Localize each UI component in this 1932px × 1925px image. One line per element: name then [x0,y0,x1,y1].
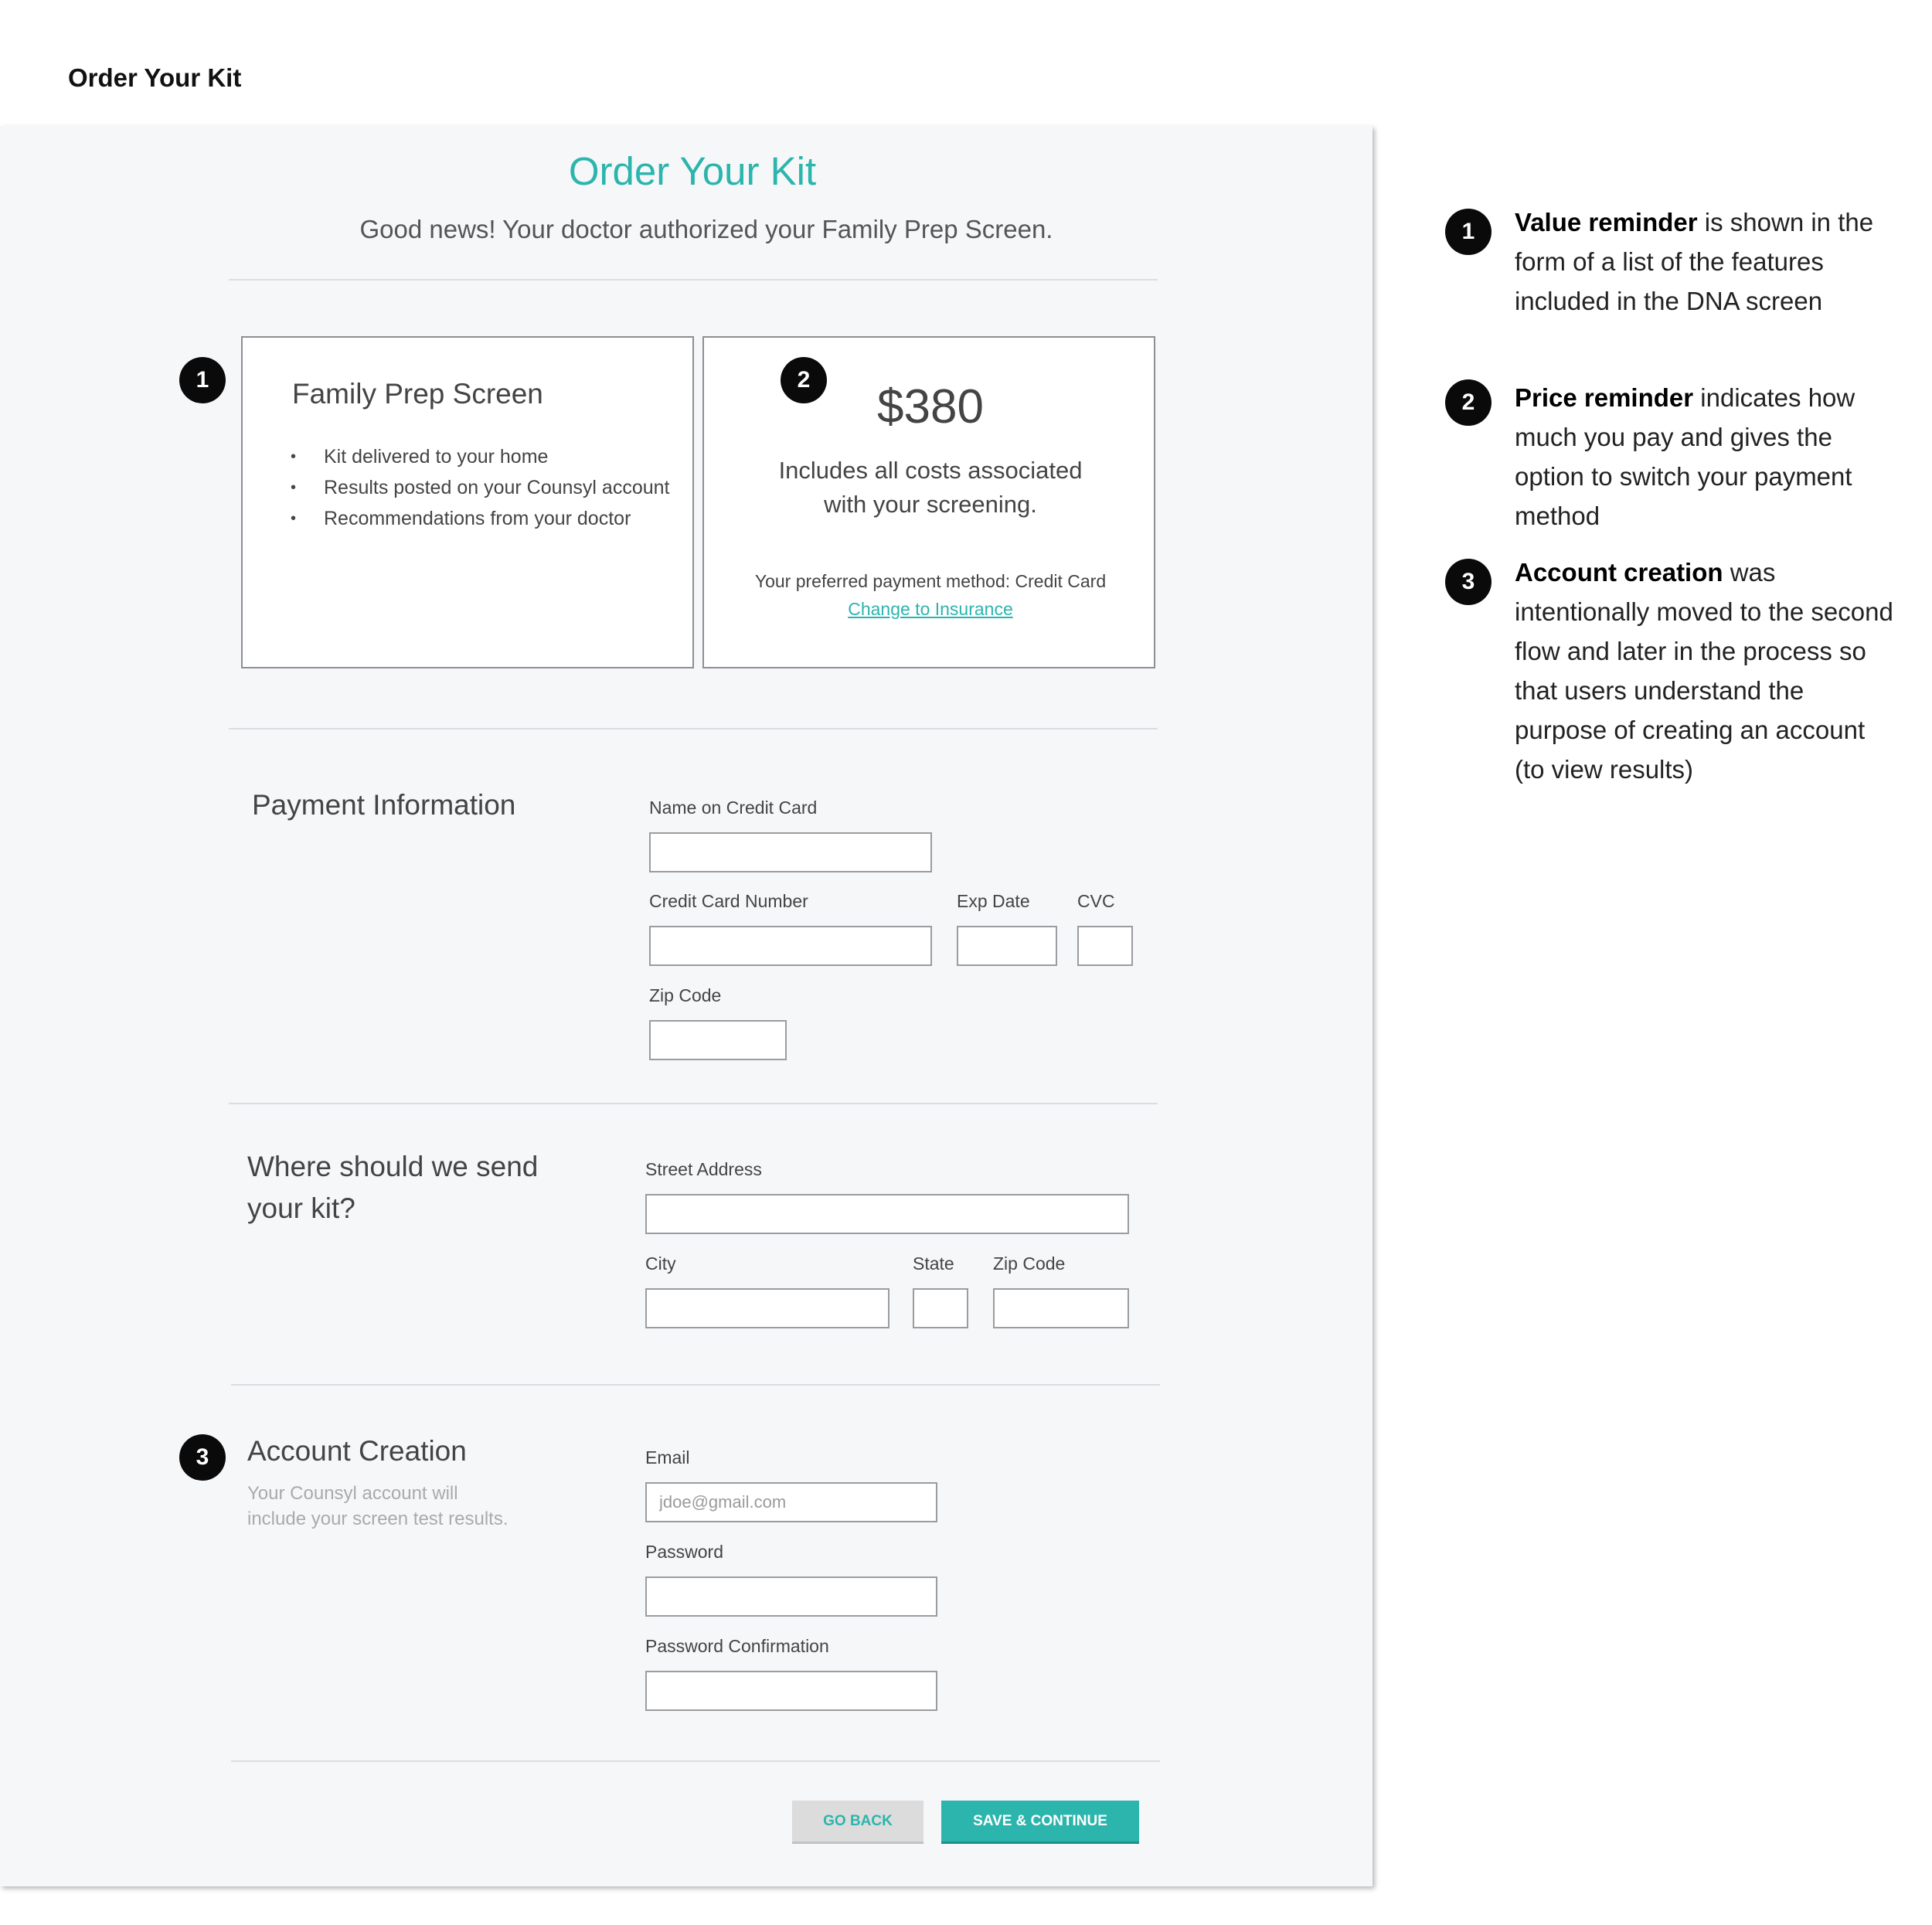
price-note-line: Includes all costs associated [778,457,1083,484]
email-label: Email [645,1447,690,1468]
feature-item: • Kit delivered to your home [291,441,669,472]
price-note-line: with your screening. [824,491,1037,518]
change-to-insurance-link[interactable]: Change to Insurance [848,599,1013,619]
divider [229,728,1158,730]
note-marker-1: 1 [1445,209,1492,255]
divider [229,1103,1158,1104]
price: $380 [877,380,984,434]
city-input[interactable] [645,1288,889,1328]
password-input[interactable] [645,1576,937,1617]
price-note [704,454,1157,522]
product-card [241,336,694,668]
note-account-creation [1515,553,1901,789]
city-label: City [645,1253,676,1274]
street-address-input[interactable] [645,1194,1129,1234]
password-confirmation-label: Password Confirmation [645,1636,829,1656]
name-on-card-input[interactable] [649,832,932,872]
state-label: State [913,1253,954,1274]
street-address-label: Street Address [645,1159,762,1179]
exp-date-label: Exp Date [957,891,1030,911]
billing-zip-label: Zip Code [649,985,722,1005]
note-value-reminder [1515,202,1901,321]
note-text: indicates how much you pay and gives the option to switch your payment method [1515,383,1855,530]
account-subtitle-line: Your Counsyl account will [247,1483,458,1504]
go-back-button[interactable]: GO BACK [792,1801,923,1844]
form-title: Order Your Kit [568,149,817,193]
password-label: Password [645,1542,723,1562]
divider [231,1760,1160,1762]
shipping-zip-input[interactable] [993,1288,1129,1328]
note-bold: Account creation [1515,558,1723,587]
name-on-card-label: Name on Credit Card [649,798,818,818]
shipping-title-line: your kit? [247,1192,355,1224]
divider [231,1384,1160,1386]
note-bold: Price reminder [1515,383,1694,412]
note-marker-2: 2 [1445,379,1492,426]
billing-zip-input[interactable] [649,1020,787,1060]
note-bold: Value reminder [1515,208,1698,236]
shipping-section-title [247,1146,538,1229]
card-number-label: Credit Card Number [649,891,808,911]
feature-list [291,441,669,534]
form-subtitle: Good news! Your doctor authorized your Family Prep Screen. [359,215,1053,243]
price-card [702,336,1155,668]
card-number-input[interactable] [649,926,932,966]
annotation-marker-2: 2 [781,357,827,403]
state-input[interactable] [913,1288,968,1328]
payment-section-title: Payment Information [252,789,516,821]
exp-date-input[interactable] [957,926,1057,966]
product-title: Family Prep Screen [292,378,543,410]
cvc-input[interactable] [1077,926,1133,966]
note-price-reminder [1515,378,1901,536]
annotation-marker-1: 1 [179,357,226,403]
note-text: was intentionally moved to the second flow and later in the process so that users understand the purpose of creating an account (to view results) [1515,558,1893,784]
divider [229,279,1158,281]
password-confirmation-input[interactable] [645,1671,937,1711]
feature-item: • Recommendations from your doctor [291,503,669,534]
cvc-label: CVC [1077,891,1115,911]
shipping-title-line: Where should we send [247,1151,539,1182]
shipping-zip-label: Zip Code [993,1253,1066,1274]
account-section-title: Account Creation [247,1435,467,1467]
page-heading: Order Your Kit [68,63,242,92]
payment-method-text: Your preferred payment method: Credit Card [754,571,1107,591]
feature-item: • Results posted on your Counsyl account [291,472,669,503]
annotation-marker-3: 3 [179,1434,226,1481]
note-text: is shown in the form of a list of the features included in the DNA screen [1515,208,1874,315]
note-marker-3: 3 [1445,559,1492,605]
email-input[interactable] [645,1482,937,1522]
account-subtitle-line: include your screen test results. [247,1508,509,1529]
save-continue-button[interactable]: SAVE & CONTINUE [941,1801,1139,1844]
account-section-subtitle [247,1481,509,1532]
